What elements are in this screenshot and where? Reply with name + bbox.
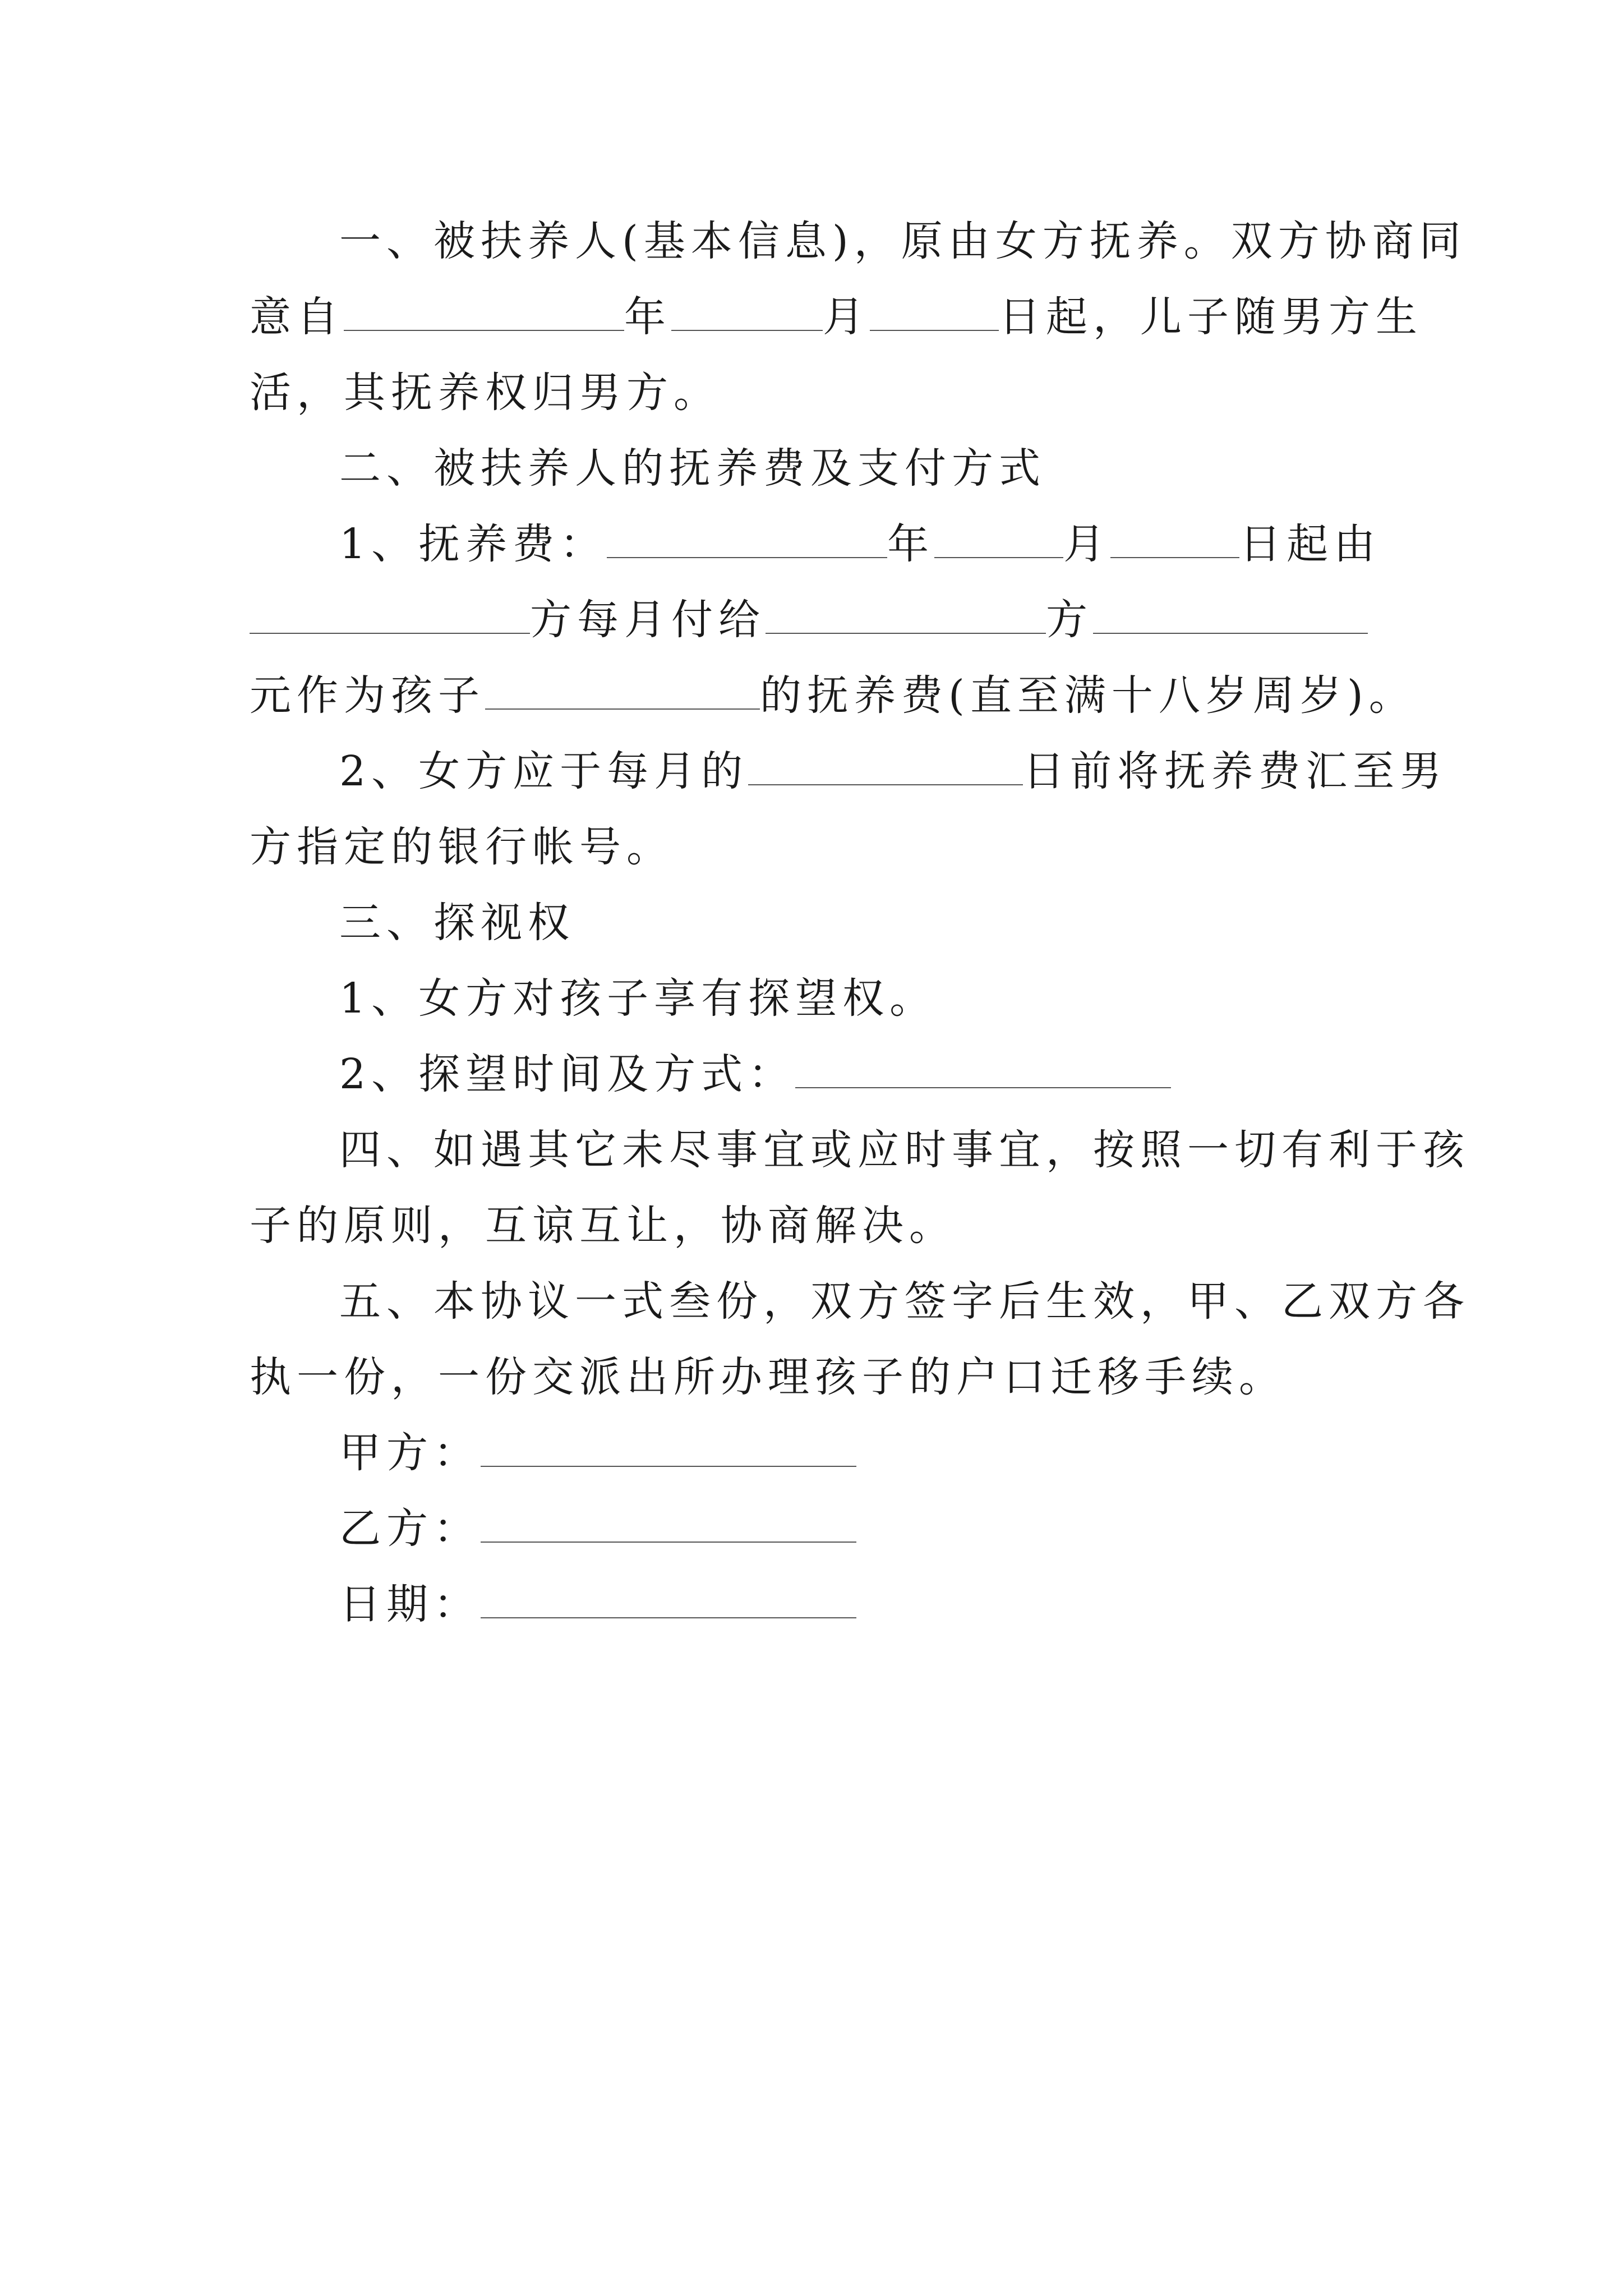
section-4-line-1: 四、如遇其它未尽事宜或应时事宜，按照一切有利于孩	[339, 1126, 1470, 1174]
fill-in-blank-visitation-method[interactable]	[795, 1053, 1171, 1088]
fill-in-blank-payee[interactable]	[766, 599, 1046, 634]
visitation-right-line: 1、女方对孩子享有探望权。	[339, 974, 937, 1023]
year-label: 年	[624, 293, 671, 341]
bank-account-line: 方指定的银行帐号。	[250, 823, 674, 871]
text-line	[250, 1352, 1286, 1402]
payment-deadline-prefix: 2、女方应于每月的	[339, 747, 749, 795]
fill-in-blank-year[interactable]	[607, 523, 887, 558]
start-label: 日起由	[1239, 520, 1381, 568]
date-label: 日期：	[339, 1580, 481, 1628]
text-line	[339, 746, 1447, 797]
text-line	[339, 443, 1046, 494]
clause-1-line-3: 活，其抚养权归男方。	[250, 369, 721, 417]
fill-in-blank-payer[interactable]	[250, 599, 530, 634]
section-4-line-2: 子的原则，互谅互让，协商解决。	[250, 1202, 956, 1250]
fill-in-blank-month[interactable]	[671, 296, 823, 331]
party-a-signature-field[interactable]	[481, 1432, 856, 1467]
text-line	[339, 1125, 1470, 1175]
signature-line	[339, 1579, 856, 1630]
text-line	[339, 973, 937, 1024]
clause-1-line-2-prefix: 意自	[250, 293, 344, 341]
visitation-method-label: 2、探望时间及方式：	[339, 1050, 796, 1098]
clause-1-line-1: 一、被扶养人(基本信息)，原由女方抚养。双方协商同	[339, 217, 1467, 265]
text-line	[250, 1200, 956, 1251]
fill-in-blank-day[interactable]	[870, 296, 999, 331]
text-line	[250, 822, 674, 872]
fill-in-blank-year[interactable]	[344, 296, 624, 331]
fill-in-blank-month[interactable]	[934, 523, 1063, 558]
payment-deadline-suffix: 日前将抚养费汇至男	[1023, 747, 1447, 795]
month-label: 月	[823, 293, 870, 341]
section-2-heading: 二、被扶养人的抚养费及支付方式	[339, 444, 1046, 493]
signature-line	[339, 1428, 856, 1478]
section-3-heading: 三、探视权	[339, 899, 575, 947]
clause-1-line-2-suffix: 日起，儿子随男方生	[999, 293, 1423, 341]
text-line	[250, 292, 1423, 342]
text-line	[339, 1276, 1470, 1327]
party-a-label: 甲方：	[339, 1429, 481, 1477]
signature-line	[339, 1503, 856, 1554]
text-line	[250, 670, 1416, 721]
text-line	[339, 216, 1467, 266]
amount-purpose-prefix: 元作为孩子	[250, 671, 485, 720]
section-5-line-1: 五、本协议一式叁份，双方签字后生效，甲、乙双方各	[339, 1277, 1470, 1326]
party-b-signature-field[interactable]	[481, 1508, 856, 1543]
text-line	[250, 367, 721, 418]
fill-in-blank-amount[interactable]	[1093, 599, 1368, 634]
fill-in-blank-child-name[interactable]	[485, 675, 760, 710]
text-line	[339, 898, 575, 948]
support-fee-label: 1、抚养费：	[339, 520, 607, 568]
section-5-line-2: 执一份，一份交派出所办理孩子的户口迁移手续。	[250, 1353, 1286, 1401]
party-label: 方	[1046, 596, 1093, 644]
party-b-label: 乙方：	[339, 1504, 481, 1553]
text-line	[250, 595, 1368, 645]
fill-in-blank-day[interactable]	[1110, 523, 1239, 558]
monthly-pay-label: 方每月付给	[530, 596, 766, 644]
amount-purpose-suffix: 的抚养费(直至满十八岁周岁)。	[760, 671, 1416, 720]
date-field[interactable]	[481, 1584, 856, 1618]
text-line	[339, 1049, 1171, 1099]
month-label: 月	[1063, 520, 1111, 568]
fill-in-blank-deadline-day[interactable]	[748, 751, 1023, 785]
text-line	[339, 519, 1381, 569]
year-label: 年	[887, 520, 935, 568]
